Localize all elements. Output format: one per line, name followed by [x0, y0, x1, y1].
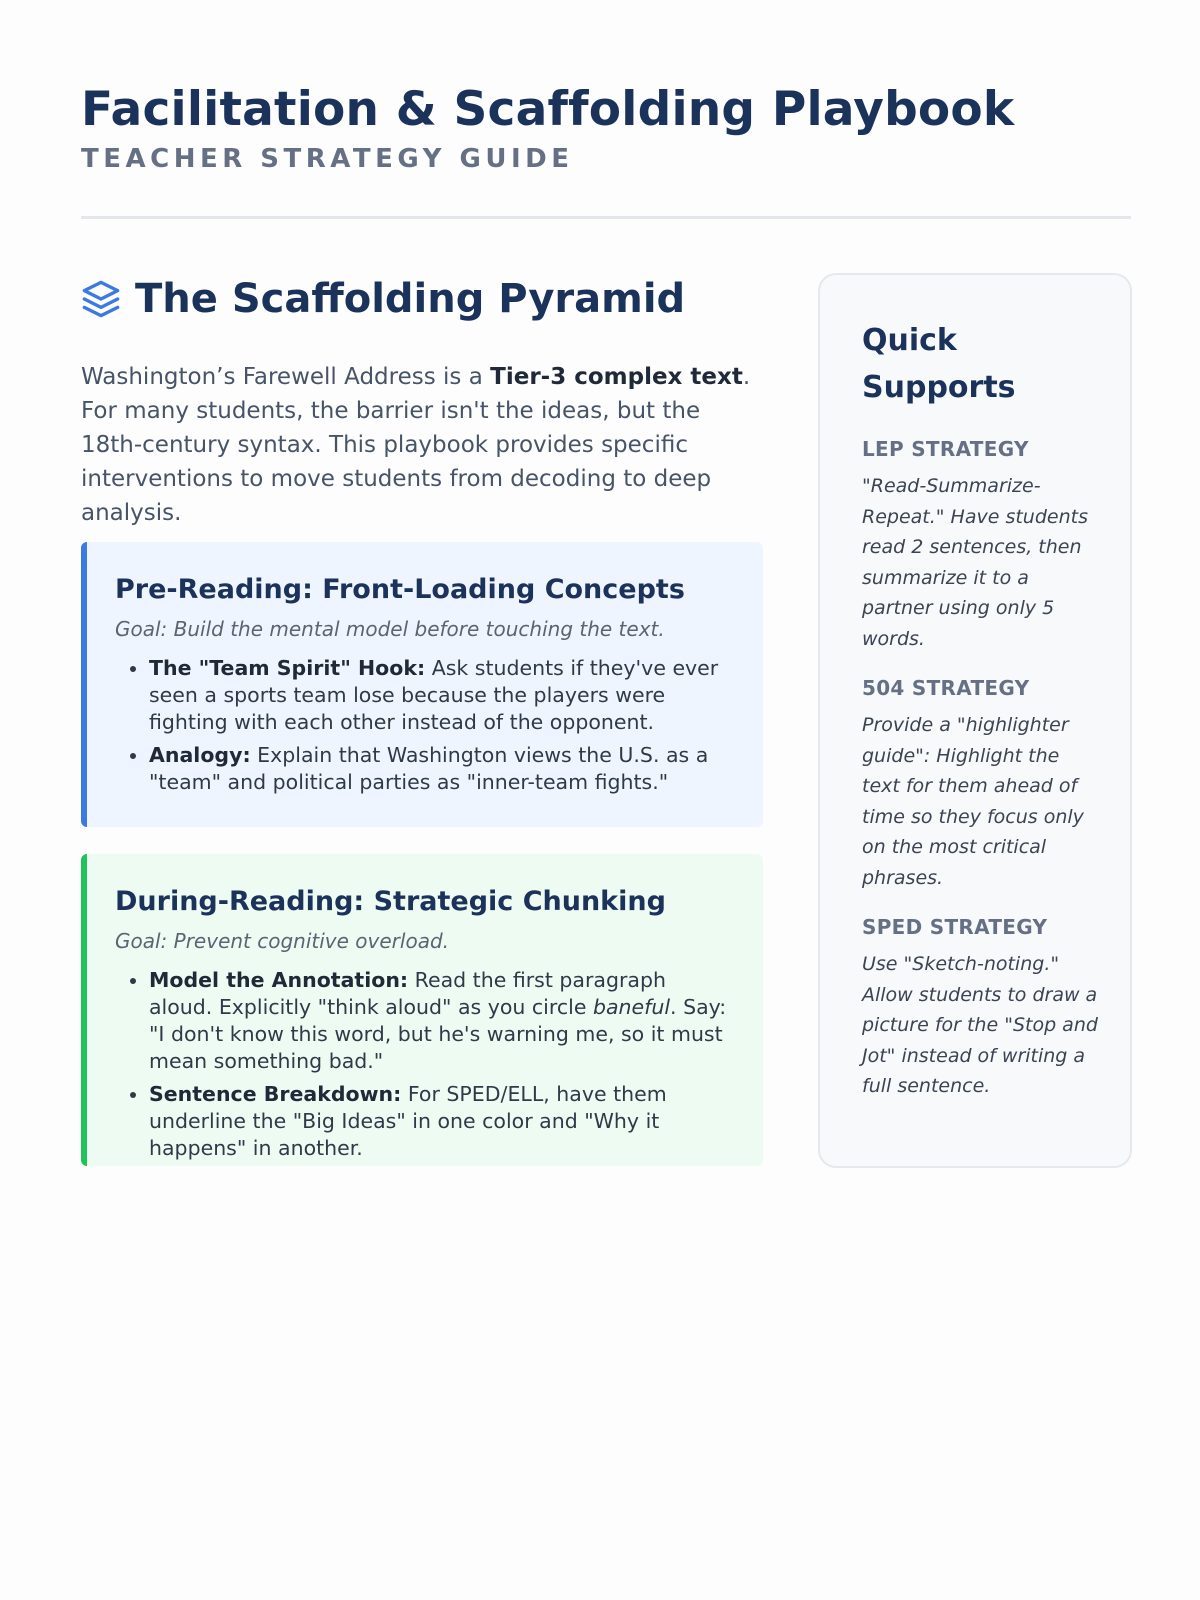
list-item — [149, 742, 733, 796]
layers-icon — [81, 279, 121, 319]
pre-reading-goal: Goal: Build the mental model before touching the text. — [115, 617, 665, 641]
during-reading-list — [115, 967, 733, 1162]
strategy-text: "Read-Summarize-Repeat." Have students read 2 sentences, then summarize it to a partner using only 5 words. — [862, 475, 1088, 650]
strategy-text: Use "Sketch-noting." Allow students to draw a picture for the "Stop and Jot" instead of writing a full sentence. — [862, 953, 1098, 1097]
item-text: Read the first paragraph aloud. Explicitly "think aloud" as you circle — [149, 968, 666, 1019]
list-item — [149, 655, 733, 736]
item-text: Ask students if they've ever seen a sports team lose because the players were fighting with each other instead of the opponent. — [149, 656, 719, 734]
during-reading-title: During-Reading: Strategic Chunking — [115, 886, 666, 917]
during-reading-card — [81, 854, 763, 1166]
intro-emphasis: Tier-3 complex text — [490, 364, 743, 390]
item-label: Model the Annotation: — [149, 968, 409, 992]
intro-text-end: . For many students, the barrier isn't the ideas, but the 18th-century syntax. This playbook provides specific interventions to move students from decoding to deep analysis. — [81, 364, 751, 526]
strategy-label: SPED STRATEGY — [862, 915, 1048, 939]
item-label: Sentence Breakdown: — [149, 1082, 402, 1106]
item-label: Analogy: — [149, 743, 251, 767]
strategy-sped — [862, 915, 1100, 1102]
strategy-text: Provide a "highlighter guide": Highlight the text for them ahead of time so they focus only on the most critical phrases. — [862, 714, 1084, 889]
item-text-end: . Say: "I don't know this word, but he's warning me, so it must mean something bad." — [149, 995, 727, 1073]
pre-reading-title: Pre-Reading: Front-Loading Concepts — [115, 574, 685, 605]
main-column — [81, 270, 763, 1160]
page-title: Facilitation & Scaffolding Playbook — [81, 82, 1015, 137]
intro-text-start: Washington’s Farewell Address is a — [81, 364, 491, 390]
sidebar-title: Quick Supports — [862, 323, 1016, 405]
list-item — [149, 967, 733, 1075]
pre-reading-accent-bar — [81, 542, 87, 827]
section-title: The Scaffolding Pyramid — [135, 276, 686, 322]
strategy-label: LEP STRATEGY — [862, 437, 1029, 461]
item-text: Explain that Washington views the U.S. as a "team" and political parties as "inner-team fights." — [149, 743, 709, 794]
strategy-label: 504 STRATEGY — [862, 676, 1030, 700]
page-header — [81, 78, 1131, 174]
item-label: The "Team Spirit" Hook: — [149, 656, 426, 680]
pre-reading-card — [81, 542, 763, 827]
item-emphasis: baneful — [592, 995, 671, 1019]
page-subtitle: TEACHER STRATEGY GUIDE — [81, 144, 574, 174]
strategy-504 — [862, 676, 1100, 893]
section-header — [81, 270, 763, 328]
item-text: For SPED/ELL, have them underline the "Big Ideas" in one color and "Why it happens" in another. — [149, 1082, 667, 1160]
header-divider — [81, 216, 1131, 219]
intro-paragraph — [81, 360, 763, 530]
pre-reading-list — [115, 655, 733, 796]
list-item — [149, 1081, 733, 1162]
during-reading-goal: Goal: Prevent cognitive overload. — [115, 929, 450, 953]
during-reading-accent-bar — [81, 854, 87, 1166]
strategy-lep — [862, 437, 1100, 654]
quick-supports-sidebar — [818, 273, 1132, 1168]
